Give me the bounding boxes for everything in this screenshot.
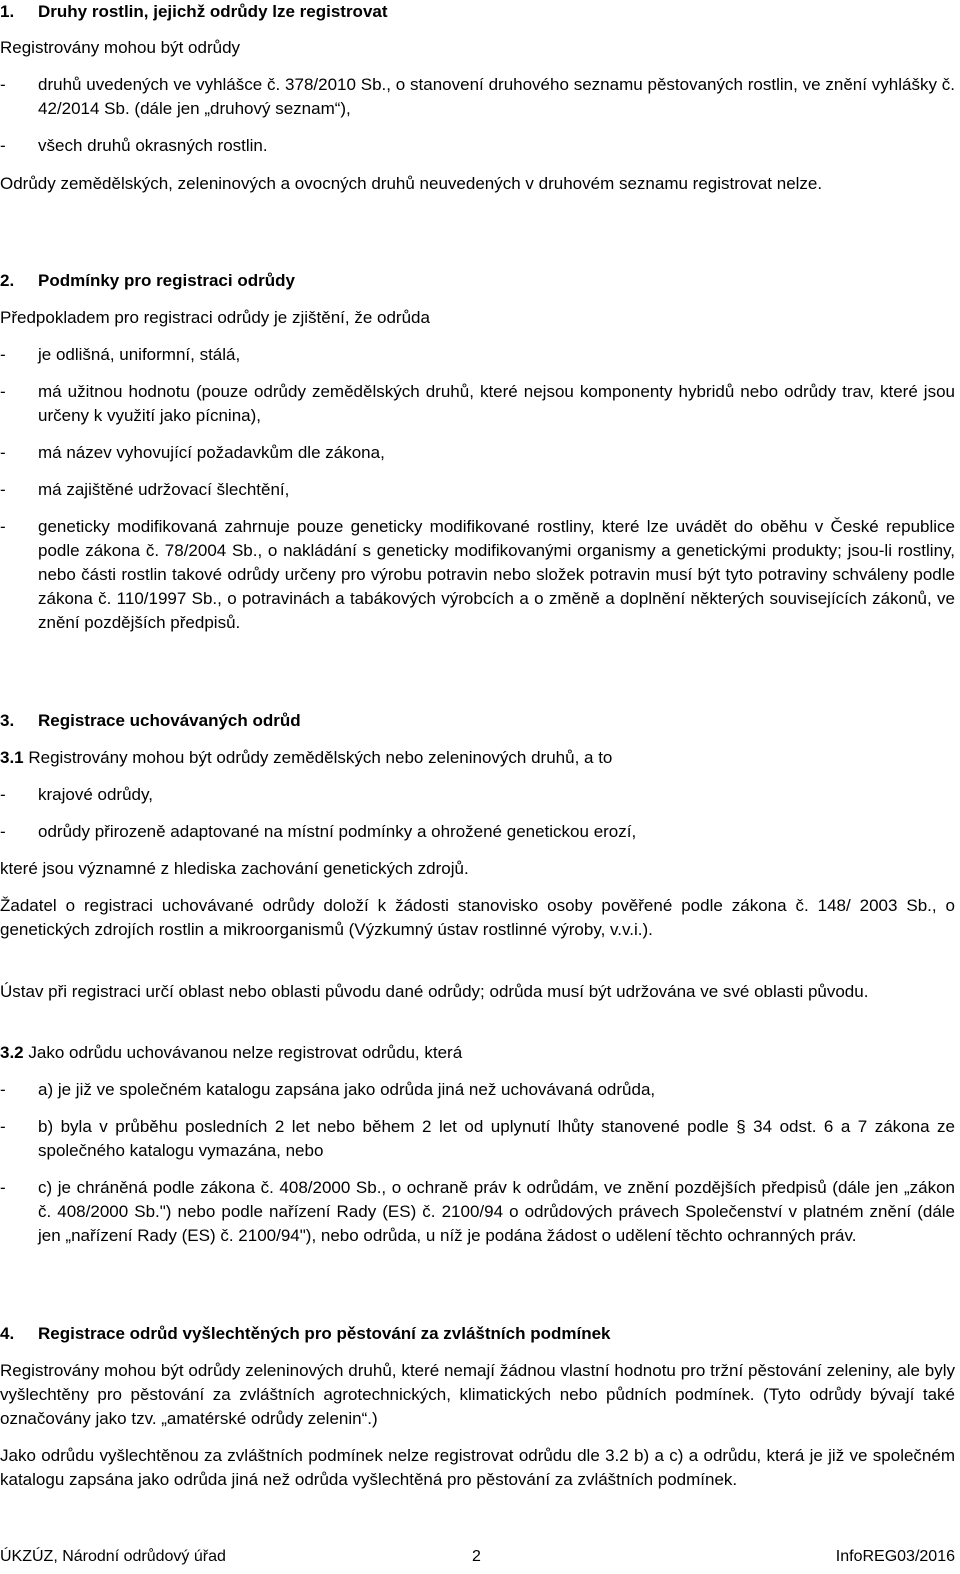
paragraph: Jako odrůdu vyšlechtěnou za zvláštních podmínek nelze registrovat odrůdu dle 3.2 b) a c) a odrůdu, která je již ve společném katalogu zapsána jako odrůda jiná než odrůda vyšlechtěná pro pěstování za zvláštních podmínek. — [0, 1446, 955, 1489]
paragraph: Ústav při registraci určí oblast nebo oblasti původu dané odrůdy; odrůda musí být udržována ve své oblasti původu. — [0, 982, 869, 1001]
list-item-text: krajové odrůdy, — [38, 785, 153, 804]
list-dash: - — [0, 443, 6, 462]
list-item — [0, 478, 955, 502]
list-dash: - — [0, 1178, 6, 1197]
list-dash: - — [0, 822, 6, 841]
section-4-heading — [0, 1322, 955, 1346]
section-number: 2. — [0, 271, 15, 290]
list-item-text: všech druhů okrasných rostlin. — [38, 136, 268, 155]
list-item-text: b) byla v průběhu posledních 2 let nebo během 2 let od uplynutí lhůty stanovené podle § 34 odst. 6 a 7 zákona ze společného katalogu vymazána, nebo — [38, 1117, 955, 1160]
section-2-heading — [0, 269, 955, 293]
paragraph: Registrovány mohou být odrůdy zeleninových druhů, které nemají žádnou vlastní hodnotu pro tržní pěstování zeleniny, ale byly vyšlechtěny pro pěstování za zvláštních agrotechnických, klimatických nebo půdních podmínek. (Tyto odrůdy bývají také označovány jako tzv. „amatérské odrůdy zelenin“.) — [0, 1361, 955, 1428]
section-title: Druhy rostlin, jejichž odrůdy lze registrovat — [38, 2, 388, 21]
subsection-text: Registrovány mohou být odrůdy zemědělských nebo zeleninových druhů, a to — [28, 748, 613, 767]
list-dash: - — [0, 517, 6, 536]
list-item — [0, 1176, 955, 1248]
paragraph: Žadatel o registraci uchovávané odrůdy doloží k žádosti stanovisko osoby pověřené podle zákona č. 148/ 2003 Sb., o genetických zdrojích rostlin a mikroorganismů (Výzkumný ústav rostlinné výroby, v.v.i.). — [0, 896, 955, 939]
list-item — [0, 820, 955, 844]
subsection-text: Jako odrůdu uchovávanou nelze registrovat odrůdu, která — [28, 1043, 463, 1062]
list-item-text: má zajištěné udržovací šlechtění, — [38, 480, 290, 499]
list-item-text: geneticky modifikovaná zahrnuje pouze geneticky modifikované rostliny, které lze uvádět do oběhu v České republice podle zákona č. 78/2004 Sb., o nakládání s geneticky modifikovanými organismy a genetickými produkty; jsou-li rostliny, nebo části rostlin takové odrůdy určeny pro výrobu potravin nebo složek potravin musí být tyto potraviny schváleny podle zákona č. 110/1997 Sb., o potravinách a tabákových výrobcích a o změně a doplnění některých souvisejících zákonů, ve znění pozdějších předpisů. — [38, 517, 955, 632]
section-number: 4. — [0, 1324, 15, 1343]
subsection-3-2 — [0, 1041, 955, 1065]
paragraph: Odrůdy zemědělských, zeleninových a ovocných druhů neuvedených v druhovém seznamu registrovat nelze. — [0, 174, 823, 193]
list-item — [0, 783, 955, 807]
list-item-text: druhů uvedených ve vyhlášce č. 378/2010 Sb., o stanovení druhového seznamu pěstovaných rostlin, ve znění vyhlášky č. 42/2014 Sb. (dále jen „druhový seznam“), — [38, 75, 955, 118]
list-dash: - — [0, 382, 6, 401]
page-footer — [0, 1545, 955, 1569]
page-number: 2 — [472, 1548, 481, 1565]
list-item — [0, 134, 955, 158]
subsection-number: 3.2 — [0, 1043, 24, 1062]
list-item-text: c) je chráněná podle zákona č. 408/2000 Sb., o ochraně práv k odrůdám, ve znění pozdějších předpisů (dále jen „zákon č. 408/2000 Sb.") nebo podle nařízení Rady (ES) č. 2100/94 o odrůdových právech Společenství v platném znění (dále jen „nařízení Rady (ES) č. 2100/94"), nebo odrůda, u níž je podána žádost o udělení těchto ochranných práv. — [38, 1178, 955, 1245]
list-item — [0, 515, 955, 635]
list-dash: - — [0, 480, 6, 499]
footer-organization: ÚKZÚZ, Národní odrůdový úřad — [0, 1548, 226, 1565]
list-dash: - — [0, 136, 6, 155]
section-3-heading — [0, 709, 955, 733]
section-2-intro: Předpokladem pro registraci odrůdy je zjištění, že odrůda — [0, 308, 430, 327]
list-item — [0, 343, 955, 367]
section-number: 3. — [0, 711, 15, 730]
section-title: Registrace uchovávaných odrůd — [38, 711, 301, 730]
document-code: InfoREG03/2016 — [835, 1548, 955, 1565]
list-dash: - — [0, 1117, 6, 1136]
list-dash: - — [0, 345, 6, 364]
subsection-3-1 — [0, 746, 955, 770]
list-item-text: je odlišná, uniformní, stálá, — [38, 345, 241, 364]
section-1-heading — [0, 0, 955, 24]
list-item — [0, 1078, 955, 1102]
list-dash: - — [0, 785, 6, 804]
paragraph: které jsou významné z hlediska zachování genetických zdrojů. — [0, 859, 469, 878]
list-item — [0, 73, 955, 121]
list-item — [0, 1115, 955, 1163]
section-title: Podmínky pro registraci odrůdy — [38, 271, 295, 290]
list-item-text: odrůdy přirozeně adaptované na místní podmínky a ohrožené genetickou erozí, — [38, 822, 637, 841]
list-item-text: a) je již ve společném katalogu zapsána jako odrůda jiná než uchovávaná odrůda, — [38, 1080, 656, 1099]
subsection-number: 3.1 — [0, 748, 24, 767]
section-title: Registrace odrůd vyšlechtěných pro pěstování za zvláštních podmínek — [38, 1324, 611, 1343]
list-dash: - — [0, 75, 6, 94]
section-1-intro: Registrovány mohou být odrůdy — [0, 38, 241, 57]
list-item — [0, 380, 955, 428]
list-item-text: má užitnou hodnotu (pouze odrůdy zemědělských druhů, které nejsou komponenty hybridů nebo odrůdy trav, které jsou určeny k využití jako pícnina), — [38, 382, 955, 425]
section-number: 1. — [0, 2, 15, 21]
list-dash: - — [0, 1080, 6, 1099]
list-item — [0, 441, 955, 465]
list-item-text: má název vyhovující požadavkům dle zákona, — [38, 443, 385, 462]
